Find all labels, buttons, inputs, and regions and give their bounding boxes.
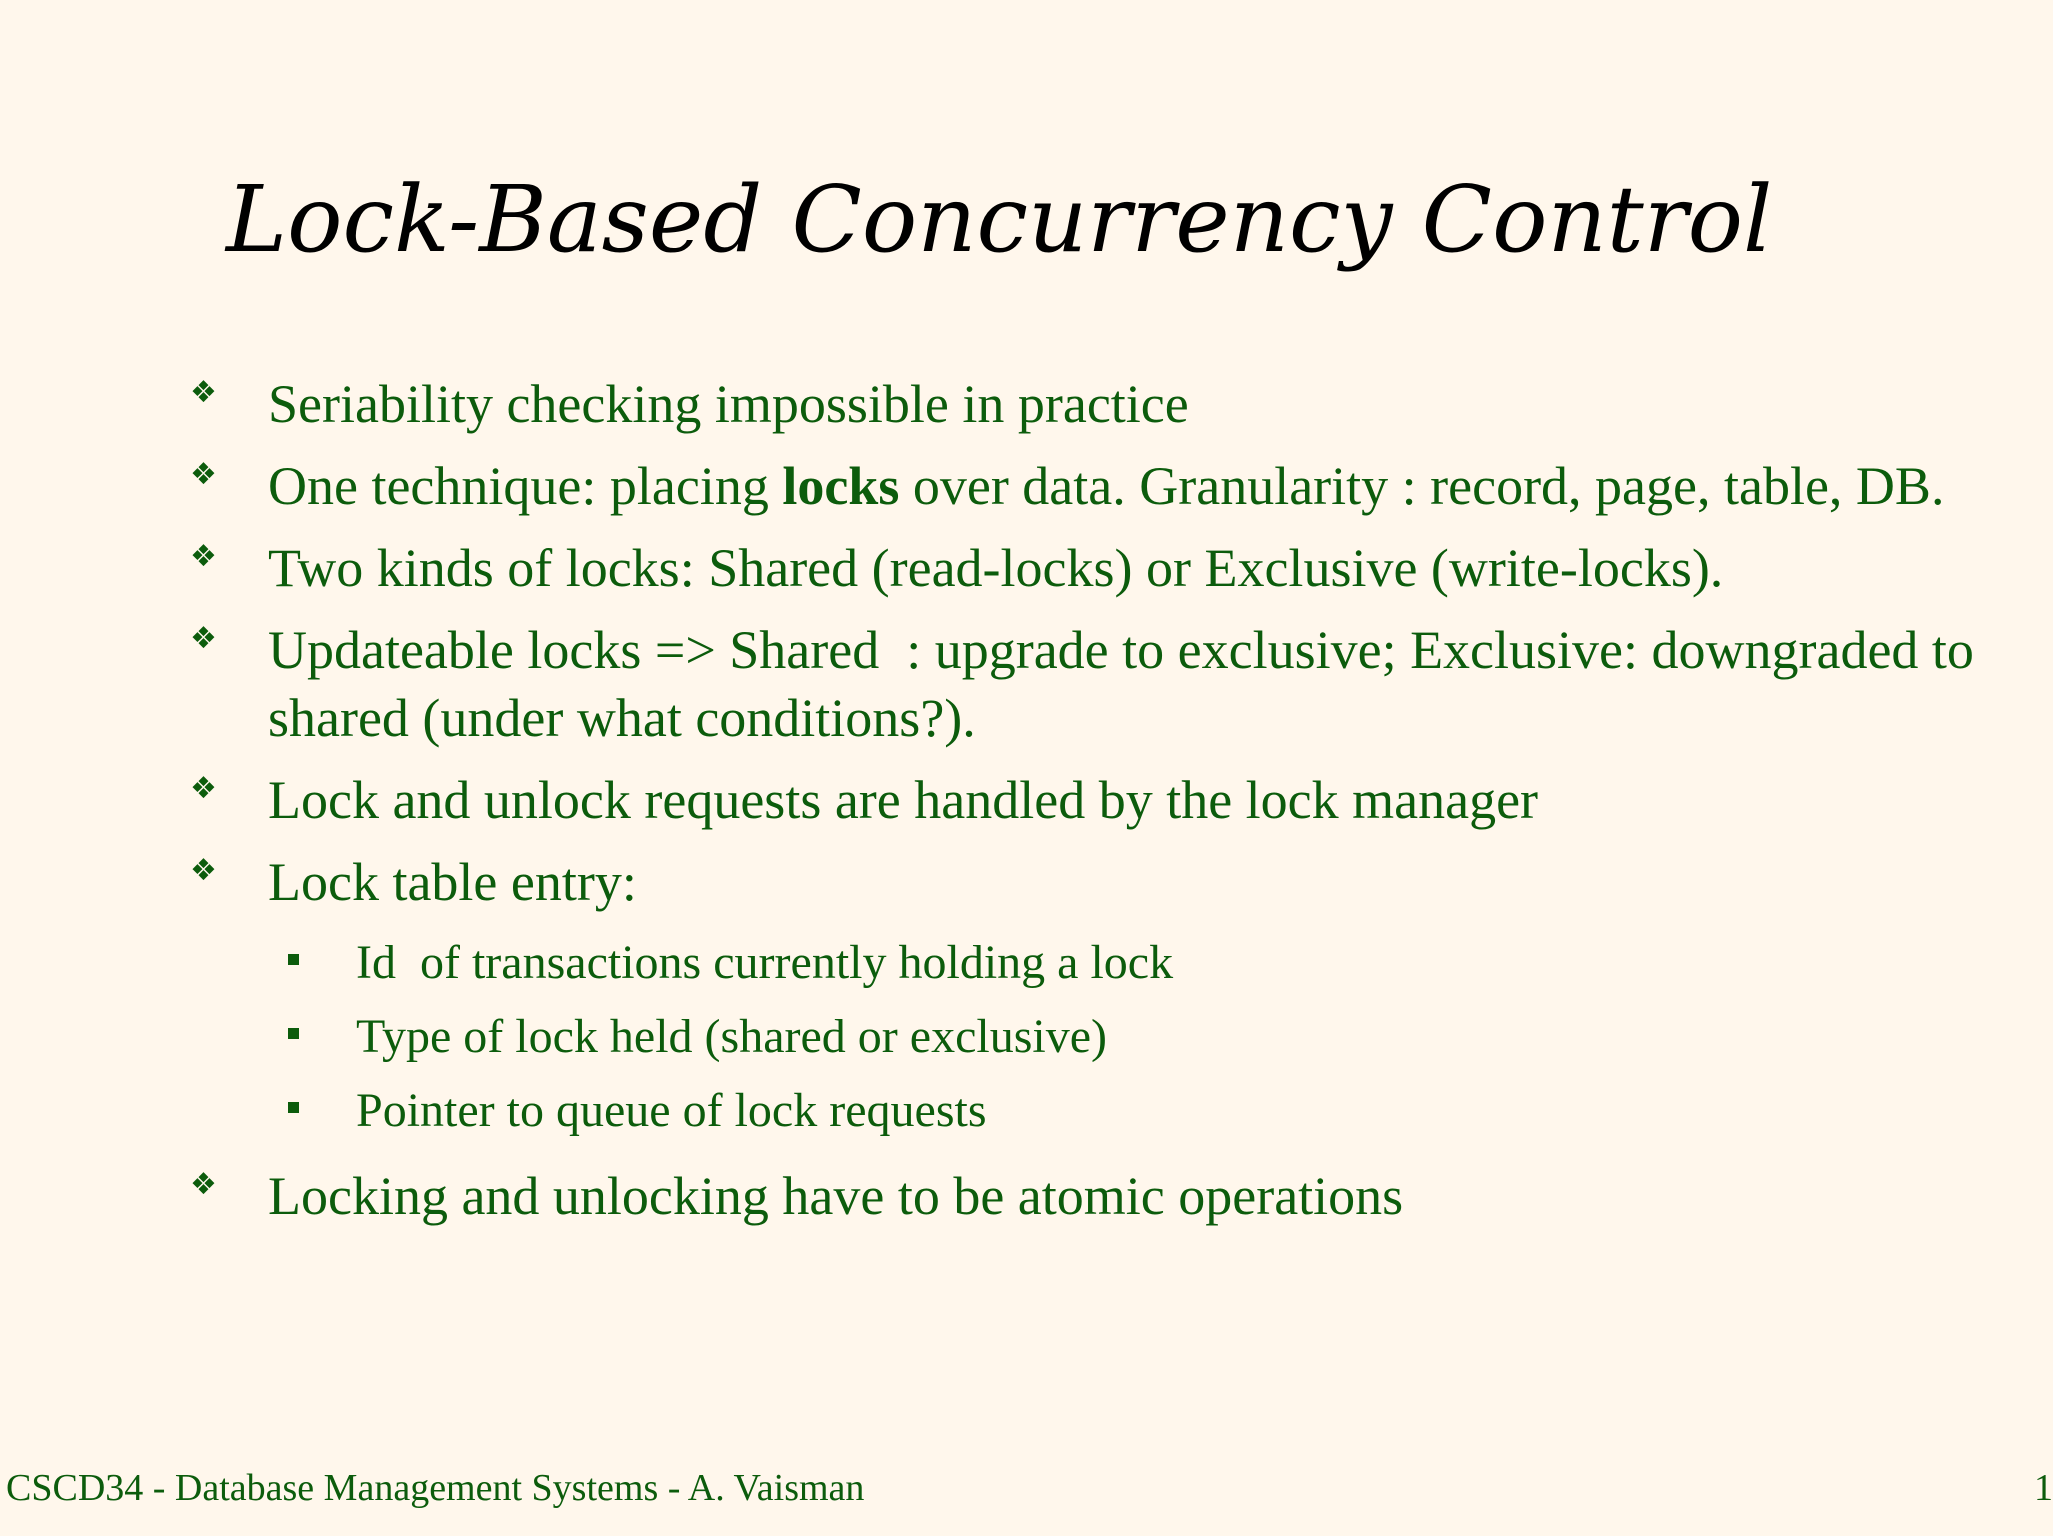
sub-bullet-list [268,926,1990,1148]
bullet-text: Lock table entry: [268,852,637,912]
bullet-text: Seriability checking impossible in practice [268,374,1189,434]
bullet-item [190,370,1990,438]
sub-bullet-item [268,926,1990,1000]
bullet-list [190,370,1990,1244]
diamond-four-bullet-icon: ❖ [190,539,217,574]
bullet-text [268,456,1944,516]
slide-title: Lock-Based Concurrency Control [226,166,1773,273]
square-bullet-icon [288,1028,299,1039]
square-bullet-icon [288,1102,299,1113]
footer-page-number: 1 [2034,1467,2053,1509]
bullet-text-bold: locks [782,456,900,516]
bullet-text: Lock and unlock requests are handled by the lock manager [268,770,1539,830]
bullet-text: Locking and unlocking have to be atomic operations [268,1166,1404,1226]
diamond-four-bullet-icon: ❖ [190,457,217,492]
bullet-text-after: over data. Granularity : record, page, table, DB. [899,456,1945,516]
bullet-item [190,848,1990,1148]
bullet-item [190,452,1990,520]
bullet-item [190,534,1990,602]
bullet-item [190,766,1990,834]
sub-bullet-text: Type of lock held (shared or exclusive) [356,1010,1108,1063]
bullet-text: Two kinds of locks: Shared (read-locks) or Exclusive (write-locks). [268,538,1724,598]
diamond-four-bullet-icon: ❖ [190,771,217,806]
bullet-item [190,616,1990,752]
bullet-item [190,1162,1990,1230]
square-bullet-icon [288,954,299,965]
diamond-four-bullet-icon: ❖ [190,1167,217,1202]
sub-bullet-text: Pointer to queue of lock requests [356,1084,987,1137]
bullet-text: Updateable locks => Shared : upgrade to exclusive; Exclusive: downgraded to shared (under what conditions?). [268,620,1988,748]
diamond-four-bullet-icon: ❖ [190,853,217,888]
footer-course-label: CSCD34 - Database Management Systems - A. Vaisman [6,1467,865,1509]
sub-bullet-item [268,1000,1990,1074]
sub-bullet-text: Id of transactions currently holding a lock [356,936,1174,989]
sub-bullet-item [268,1074,1990,1148]
diamond-four-bullet-icon: ❖ [190,375,217,410]
bullet-text-before: One technique: placing [268,456,783,516]
diamond-four-bullet-icon: ❖ [190,621,217,656]
